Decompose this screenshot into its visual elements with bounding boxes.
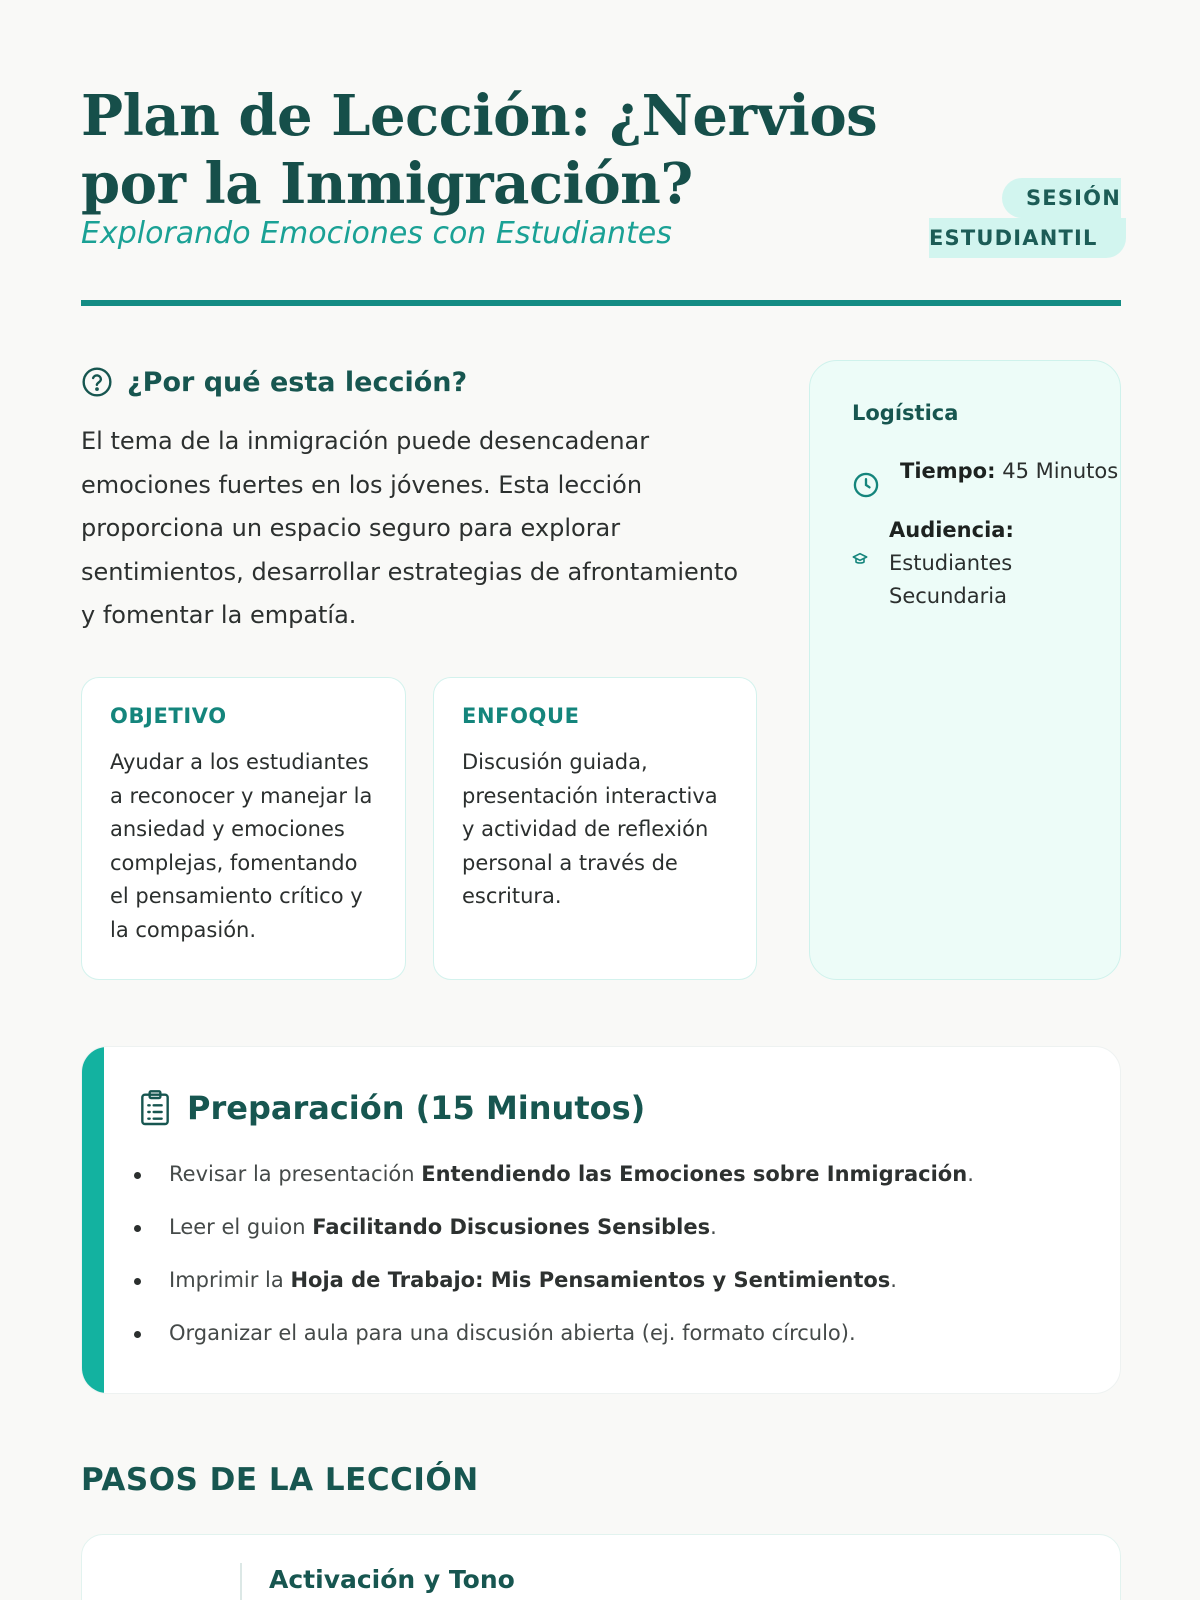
time-label: Tiempo:	[900, 459, 996, 483]
page-subtitle: Explorando Emociones con Estudiantes	[81, 216, 672, 251]
question-circle-icon	[81, 366, 113, 398]
step-divider	[240, 1563, 242, 1600]
objective-card	[81, 677, 406, 980]
preparation-item	[134, 1214, 974, 1241]
item-text: Imprimir la	[169, 1268, 291, 1292]
session-badge	[929, 178, 1121, 258]
audience-value: Estudiantes Secundaria	[889, 551, 1013, 608]
graduation-cap-icon	[852, 552, 868, 566]
preparation-list	[134, 1161, 974, 1373]
page-title: Plan de Lección: ¿Nervios por la Inmigración?	[81, 83, 878, 217]
preparation-section	[81, 1046, 1121, 1394]
preparation-item	[134, 1267, 974, 1294]
clipboard-list-icon	[139, 1089, 171, 1127]
preparation-title: Preparación (15 Minutos)	[187, 1089, 646, 1127]
item-suffix: .	[890, 1268, 897, 1292]
step-title: Activación y Tono	[269, 1565, 515, 1594]
approach-card	[433, 677, 757, 980]
item-suffix: .	[710, 1215, 717, 1239]
header-divider	[81, 300, 1121, 306]
preparation-heading	[139, 1089, 645, 1127]
logistics-audience	[852, 514, 1120, 613]
approach-card-text: Discusión guiada, presentación interactiva y actividad de reflexión personal a través de escritura.	[462, 750, 718, 908]
badge-line-2: ESTUDIANTIL	[929, 218, 1126, 258]
lesson-step-card	[81, 1534, 1121, 1600]
time-value: 45 Minutos	[1002, 459, 1119, 483]
item-text: Organizar el aula para una discusión abierta (ej. formato círculo).	[169, 1321, 856, 1345]
item-bold: Facilitando Discusiones Sensibles	[312, 1215, 711, 1239]
logistics-panel	[809, 360, 1121, 980]
item-suffix: .	[967, 1162, 974, 1186]
item-text: Leer el guion	[169, 1215, 313, 1239]
why-section-text: El tema de la inmigración puede desencadenar emociones fuertes en los jóvenes. Esta lección proporciona un espacio seguro para explorar sentimientos, desarrollar estrategias de afrontamiento y fomentar la empatía.	[81, 427, 739, 629]
objective-card-text: Ayudar a los estudiantes a reconocer y manejar la ansiedad y emociones complejas, fomentando el pensamiento crítico y la compasión.	[110, 750, 373, 942]
logistics-time	[852, 455, 1120, 488]
preparation-accent-bar	[82, 1047, 104, 1393]
preparation-item	[134, 1161, 974, 1188]
clock-icon	[852, 471, 880, 499]
why-section-heading	[81, 366, 467, 398]
steps-section-title: PASOS DE LA LECCIÓN	[81, 1462, 479, 1498]
item-bold: Hoja de Trabajo: Mis Pensamientos y Sentimientos	[290, 1268, 891, 1292]
audience-label: Audiencia:	[889, 518, 1014, 542]
objective-card-title: OBJETIVO	[110, 704, 227, 728]
approach-card-title: ENFOQUE	[462, 704, 580, 728]
item-text: Revisar la presentación	[169, 1162, 422, 1186]
item-bold: Entendiendo las Emociones sobre Inmigración	[421, 1162, 968, 1186]
why-section-title: ¿Por qué esta lección?	[127, 366, 468, 398]
lesson-plan-page	[81, 0, 1121, 1600]
preparation-item	[134, 1320, 974, 1347]
badge-line-1: SESIÓN	[1002, 178, 1121, 218]
logistics-title: Logística	[852, 401, 959, 425]
